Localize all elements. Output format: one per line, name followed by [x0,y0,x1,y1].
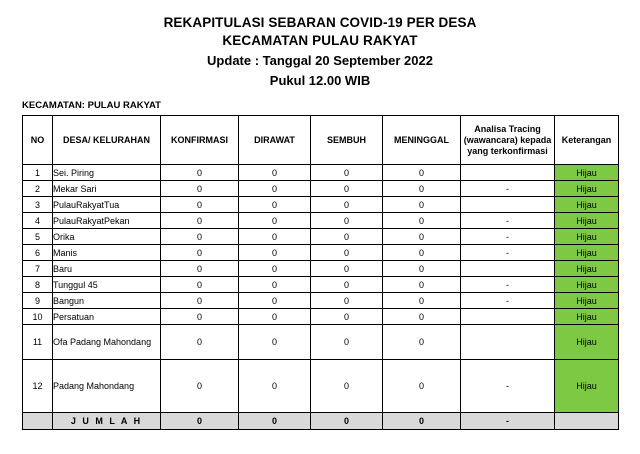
cell-desa: Ofa Padang Mahondang [53,325,161,360]
cell-analisa: - [461,245,555,261]
cell-konfirmasi: 0 [161,181,239,197]
cell-sembuh: 0 [311,165,383,181]
total-meninggal: 0 [383,413,461,430]
table-row [23,213,619,229]
total-konfirmasi: 0 [161,413,239,430]
cell-konfirmasi: 0 [161,293,239,309]
cell-dirawat: 0 [239,229,311,245]
cell-dirawat: 0 [239,277,311,293]
cell-no: 8 [23,277,53,293]
page-title: REKAPITULASI SEBARAN COVID-19 PER DESA [163,15,477,30]
cell-konfirmasi: 0 [161,277,239,293]
cell-dirawat: 0 [239,213,311,229]
cell-analisa: - [461,293,555,309]
cell-no: 12 [23,360,53,413]
cell-dirawat: 0 [239,261,311,277]
cell-no: 5 [23,229,53,245]
cell-meninggal: 0 [383,165,461,181]
cell-desa: Padang Mahondang [53,360,161,413]
cell-dirawat: 0 [239,360,311,413]
cell-analisa: - [461,360,555,413]
cell-keterangan: Hijau [555,181,619,197]
cell-keterangan: Hijau [555,360,619,413]
table-row [23,293,619,309]
cell-dirawat: 0 [239,293,311,309]
cell-konfirmasi: 0 [161,360,239,413]
column-header-dirawat: DIRAWAT [239,116,311,165]
cell-konfirmasi: 0 [161,309,239,325]
table-row [23,181,619,197]
column-header-konfirmasi: KONFIRMASI [161,116,239,165]
document-title-block [22,14,618,91]
cell-desa: Bangun [53,293,161,309]
cell-no: 1 [23,165,53,181]
cell-sembuh: 0 [311,277,383,293]
cell-analisa [461,197,555,213]
cell-sembuh: 0 [311,197,383,213]
cell-meninggal: 0 [383,325,461,360]
cell-no: 7 [23,261,53,277]
cell-sembuh: 0 [311,245,383,261]
column-header-sembuh: SEMBUH [311,116,383,165]
cell-keterangan: Hijau [555,165,619,181]
cell-meninggal: 0 [383,309,461,325]
kecamatan-label: KECAMATAN: PULAU RAKYAT [22,100,161,111]
cell-no: 11 [23,325,53,360]
cell-analisa: - [461,277,555,293]
cell-desa: Manis [53,245,161,261]
cell-analisa [461,165,555,181]
total-keterangan [555,413,619,430]
cell-meninggal: 0 [383,197,461,213]
cell-keterangan: Hijau [555,309,619,325]
cell-konfirmasi: 0 [161,261,239,277]
cell-analisa: - [461,181,555,197]
cell-desa: Sei. Piring [53,165,161,181]
column-header-no: NO [23,116,53,165]
table-header [23,116,619,165]
cell-keterangan: Hijau [555,325,619,360]
table-row [23,261,619,277]
cell-konfirmasi: 0 [161,325,239,360]
update-date: Update : Tanggal 20 September 2022 [207,53,433,68]
cell-keterangan: Hijau [555,293,619,309]
cell-dirawat: 0 [239,165,311,181]
table-body [23,165,619,430]
cell-dirawat: 0 [239,197,311,213]
column-header-meninggal: MENINGGAL [383,116,461,165]
cell-analisa [461,309,555,325]
cell-sembuh: 0 [311,213,383,229]
cell-dirawat: 0 [239,245,311,261]
column-header-keterangan: Keterangan [555,116,619,165]
cell-desa: Baru [53,261,161,277]
table-row [23,325,619,360]
cell-sembuh: 0 [311,309,383,325]
cell-desa: PulauRakyatPekan [53,213,161,229]
cell-keterangan: Hijau [555,197,619,213]
cell-sembuh: 0 [311,261,383,277]
table-row [23,360,619,413]
cell-desa: Mekar Sari [53,181,161,197]
cell-sembuh: 0 [311,293,383,309]
cell-desa: Tunggul 45 [53,277,161,293]
cell-meninggal: 0 [383,293,461,309]
total-analisa: - [461,413,555,430]
total-label: J U M L A H [53,413,161,430]
cell-no: 2 [23,181,53,197]
cell-meninggal: 0 [383,213,461,229]
cell-no: 4 [23,213,53,229]
column-header-desa: DESA/ KELURAHAN [53,116,161,165]
cell-meninggal: 0 [383,181,461,197]
cell-dirawat: 0 [239,325,311,360]
cell-sembuh: 0 [311,229,383,245]
table-total-row [23,413,619,430]
cell-no: 10 [23,309,53,325]
cell-no: 6 [23,245,53,261]
cell-sembuh: 0 [311,325,383,360]
rekapitulasi-table [22,115,619,430]
cell-no: 9 [23,293,53,309]
total-sembuh: 0 [311,413,383,430]
cell-keterangan: Hijau [555,277,619,293]
cell-keterangan: Hijau [555,245,619,261]
table-row [23,197,619,213]
cell-konfirmasi: 0 [161,229,239,245]
cell-konfirmasi: 0 [161,165,239,181]
table-row [23,277,619,293]
cell-keterangan: Hijau [555,229,619,245]
cell-dirawat: 0 [239,181,311,197]
cell-meninggal: 0 [383,229,461,245]
cell-sembuh: 0 [311,360,383,413]
table-row [23,309,619,325]
total-dirawat: 0 [239,413,311,430]
cell-analisa: - [461,229,555,245]
cell-meninggal: 0 [383,277,461,293]
table-row [23,245,619,261]
total-cell-no [23,413,53,430]
cell-desa: Persatuan [53,309,161,325]
table-row [23,165,619,181]
cell-keterangan: Hijau [555,261,619,277]
cell-konfirmasi: 0 [161,245,239,261]
cell-desa: Orika [53,229,161,245]
column-header-analisa-tracing: Analisa Tracing (wawancara) kepada yang terkonfirmasi [461,116,555,165]
table-row [23,229,619,245]
cell-analisa [461,261,555,277]
page-subtitle: KECAMATAN PULAU RAKYAT [222,33,418,48]
cell-meninggal: 0 [383,245,461,261]
cell-no: 3 [23,197,53,213]
cell-meninggal: 0 [383,261,461,277]
cell-konfirmasi: 0 [161,197,239,213]
cell-keterangan: Hijau [555,213,619,229]
update-time: Pukul 12.00 WIB [269,73,371,88]
table-header-row [23,116,619,165]
cell-konfirmasi: 0 [161,213,239,229]
cell-sembuh: 0 [311,181,383,197]
cell-dirawat: 0 [239,309,311,325]
cell-meninggal: 0 [383,360,461,413]
cell-analisa [461,325,555,360]
cell-analisa: - [461,213,555,229]
cell-desa: PulauRakyatTua [53,197,161,213]
